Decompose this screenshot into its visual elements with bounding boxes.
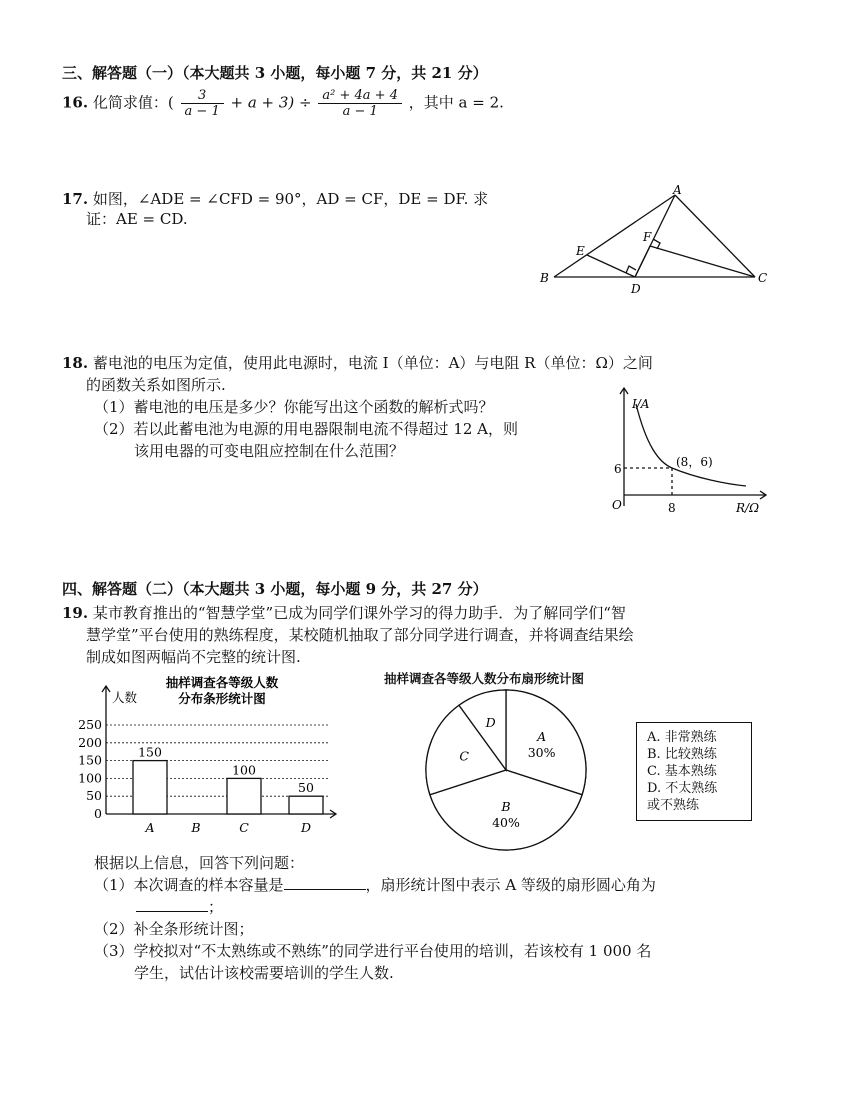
bar-data-label: 100 [232,762,256,778]
q18-graph [596,382,776,522]
pie-slice-label: B [501,799,511,814]
q18-text-line2: 的函数关系如图所示. [86,376,226,394]
pie-chart-plot [426,690,586,850]
q18-text-line1: 蓄电池的电压为定值，使用此电源时，电流 I（单位：A）与电阻 R（单位：Ω）之间 [92,354,653,372]
question-number: 18. [62,354,89,372]
q18-sub2b: 该用电器的可变电阻应控制在什么范围？ [134,442,405,460]
q19-sub1-part-a: （1）本次调查的样本容量是 [94,876,284,894]
q19-sub3a: （3）学校拟对“不太熟练或不熟练”的同学进行平台使用的培训，若该校有 1 000 名 [94,942,652,960]
legend-item: B. 比较熟练 [647,747,717,762]
section3-title: 三、解答题（一）（本大题共 3 小题，每小题 7 分，共 21 分） [62,64,488,82]
bar-chart-title-line2: 分布条形统计图 [178,691,266,706]
q16-lead: 化简求值：( [92,93,174,112]
q19-sub1-line2 [136,896,223,917]
pie-percent-label: 40% [492,815,520,830]
pie-legend [636,722,752,821]
y-tick-label: 250 [78,717,102,732]
pie-percent-label: 30% [527,745,556,761]
question-number: 16. [62,93,89,112]
graph-origin: O [612,498,622,512]
legend-item: 或不熟练 [647,798,700,813]
label-F: F [643,230,652,244]
pie-slice-label: D [485,714,496,730]
x-tick-label: B [191,820,201,835]
bar-chart-title-line1: 抽样调查各等级人数 [165,675,279,690]
q16-fraction-1 [181,88,224,119]
bar [227,778,261,814]
question-number: 17. [62,190,89,208]
question-19-line1 [62,602,626,623]
q19-text-line2: 慧学堂”平台使用的熟练程度，某校随机抽取了部分同学进行调查，并将调查结果绘 [86,626,634,644]
bar [133,761,167,814]
q19-intro: 根据以上信息，回答下列问题： [94,854,305,872]
q16-fraction-2 [318,88,402,119]
answer-blank-central-angle[interactable] [136,911,208,912]
fraction-denominator: a − 1 [181,103,224,119]
fraction-numerator: a² + 4a + 4 [322,88,398,103]
bar-data-label: 150 [138,744,162,760]
q19-text-line1: 某市教育推出的“智慧学堂”已成为同学们课外学习的得力助手．为了解同学们“智 [92,604,626,622]
legend-item: D. 不太熟练 [647,781,718,796]
graph-ytick: 6 [614,462,622,476]
pie-slice-label: A [537,729,547,745]
question-number: 19. [62,604,89,622]
pie-chart-title: 抽样调查各等级人数分布扇形统计图 [384,671,585,686]
question-18-line1 [62,352,653,373]
label-E: E [576,244,585,258]
x-tick-label: A [145,820,155,835]
fraction-denominator: a − 1 [318,103,402,119]
bar [289,796,323,814]
bar-chart [62,670,352,840]
q19-sub1-part-b: ，扇形统计图中表示 A 等级的扇形圆心角为 [365,876,656,894]
legend-item: A. 非常熟练 [647,730,717,745]
q16-mid: + a + 3) ÷ [230,93,312,112]
y-tick-label: 200 [78,734,102,750]
q19-sub2: （2）补全条形统计图； [94,920,254,938]
graph-xtick: 8 [668,501,676,515]
y-tick-label: 100 [78,770,102,786]
q17-text-line1: 如图，∠ADE = ∠CFD = 90°，AD = CF，DE = DF. 求 [92,190,489,208]
y-tick-label: 0 [94,806,102,821]
bar-chart-ylabel: 人数 [112,690,138,705]
label-C: C [758,271,768,285]
q17-text-line2: 证：AE = CD. [86,210,188,228]
graph-ylabel: I/A [632,397,650,411]
x-tick-label: D [300,820,312,835]
q19-sub3b: 学生，试估计该校需要培训的学生人数. [134,964,394,982]
pie-slice-label: C [459,748,469,764]
fraction-numerator: 3 [197,88,207,103]
q17-triangle-figure [530,185,770,295]
pie-chart [420,684,592,856]
q19-sub1 [94,874,656,895]
q16-tail: ，其中 a = 2. [408,93,504,112]
bar-chart-plot [78,686,336,835]
label-A: A [673,185,682,197]
question-17-line1 [62,188,488,209]
bar-data-label: 50 [298,780,314,796]
section4-title: 四、解答题（二）（本大题共 3 小题，每小题 9 分，共 27 分） [62,580,488,598]
y-tick-label: 150 [78,752,102,768]
q18-sub1: （1）蓄电池的电压是多少？你能写出这个函数的解析式吗？ [94,398,494,416]
q19-sub1-part-c: ； [208,898,224,916]
label-B: B [540,271,549,285]
question-16 [62,88,504,119]
q18-sub2a: （2）若以此蓄电池为电源的用电器限制电流不得超过 12 A，则 [94,420,519,438]
answer-blank-sample-size[interactable] [284,889,366,890]
legend-item: C. 基本熟练 [647,764,717,779]
graph-xlabel: R/Ω [736,501,760,515]
graph-point-label: (8，6) [676,455,713,469]
label-D: D [631,282,641,295]
x-tick-label: C [239,820,249,835]
q19-text-line3: 制成如图两幅尚不完整的统计图. [86,648,301,666]
y-tick-label: 50 [86,788,102,804]
